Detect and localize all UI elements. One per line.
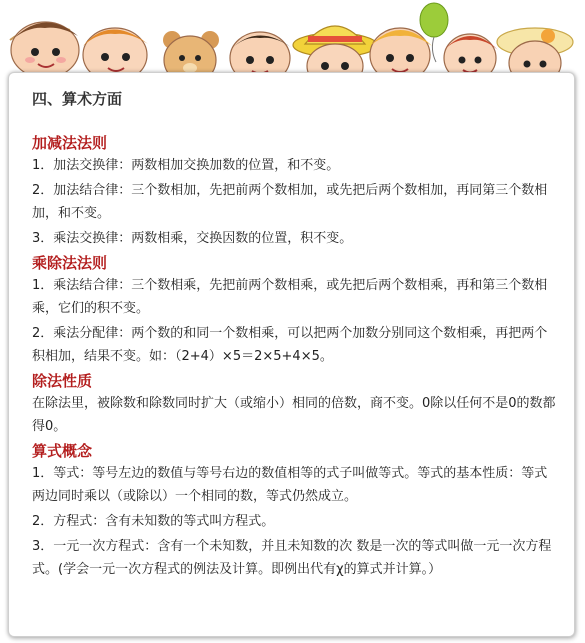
kid-1-illustration	[11, 22, 79, 78]
rule-paragraph: 3．一元一次方程式：含有一个未知数，并且未知数的次 数是一次的等式叫做一元一次方程式。(学会一元一次方程式的例法及计算。即例出代有χ的算式并计算。）	[32, 539, 552, 577]
rule-paragraph: 在除法里，被除数和除数同时扩大（或缩小）相同的倍数，商不变。0除以任何不是0的数都得0。	[32, 396, 556, 434]
article-content	[32, 88, 557, 583]
rule-paragraph: 1．加法交换律：两数相加交换加数的位置，和不变。	[32, 158, 340, 173]
section-title: 四、算术方面	[32, 90, 123, 108]
heading-add-sub: 加减法法则	[32, 134, 108, 152]
rule-paragraph: 2．加法结合律：三个数相加，先把前两个数相加，或先把后两个数相加，再同第三个数相加，和不变。	[32, 183, 548, 221]
rule-paragraph: 1．乘法结合律：三个数相乘，先把前两个数相乘，或先把后两个数相乘，再和第三个数相乘，它们的积不变。	[32, 278, 548, 316]
group-add-sub	[32, 132, 557, 250]
rule-paragraph: 2．方程式：含有未知数的等式叫方程式。	[32, 514, 275, 529]
rule-paragraph: 2．乘法分配律：两个数的和同一个数相乘，可以把两个加数分别同这个数相乘，再把两个积相加，结果不变。如：（2+4）×5＝2×5+4×5。	[32, 326, 548, 364]
group-mul-div	[32, 252, 557, 368]
heading-mul-div: 乘除法法则	[32, 254, 108, 272]
rule-paragraph: 1．等式：等号左边的数值与等号右边的数值相等的式子叫做等式。等式的基本性质：等式两边同时乘以（或除以）一个相同的数，等式仍然成立。	[32, 466, 548, 504]
rule-paragraph: 3．乘法交换律：两数相乘，交换因数的位置，积不变。	[32, 231, 353, 246]
group-equation-concepts	[32, 440, 557, 581]
heading-division-property: 除法性质	[32, 372, 93, 390]
group-division-property	[32, 370, 557, 438]
heading-equation-concepts: 算式概念	[32, 442, 93, 460]
